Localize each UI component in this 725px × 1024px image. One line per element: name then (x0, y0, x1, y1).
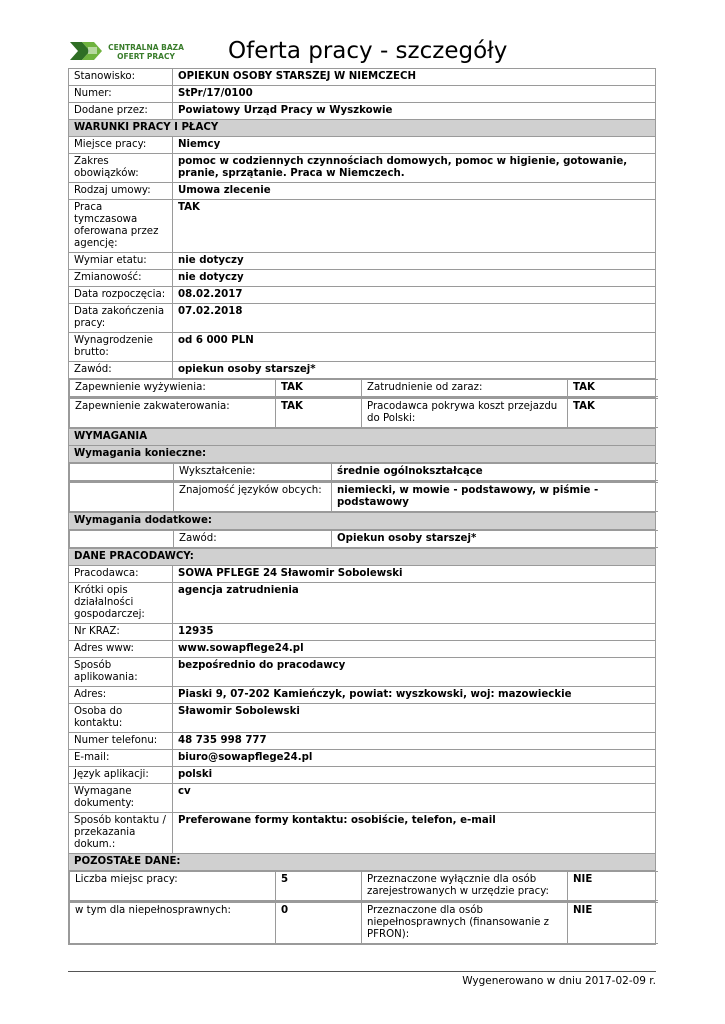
field-value: Powiatowy Urząd Pracy w Wyszkowie (173, 103, 656, 120)
conditions-pair-row (69, 398, 656, 429)
field-value: cv (173, 784, 656, 813)
employer-row (69, 704, 656, 733)
field-value: 48 735 998 777 (173, 733, 656, 750)
field-label: Zapewnienie zakwaterowania: (70, 399, 276, 428)
field-label: Data rozpoczęcia: (69, 287, 173, 304)
field-label: Wykształcenie: (174, 464, 332, 481)
required-row-grid (69, 463, 658, 481)
field-value: Umowa zlecenie (173, 183, 656, 200)
field-value: nie dotyczy (173, 253, 656, 270)
field-value: TAK (568, 380, 658, 397)
field-label: Praca tymczasowa oferowana przez agencję: (69, 200, 173, 253)
conditions-row (69, 200, 656, 253)
indent-cell (70, 483, 174, 512)
conditions-pair-row (69, 379, 656, 398)
field-label: Stanowisko: (69, 69, 173, 86)
field-label: Język aplikacji: (69, 767, 173, 784)
section-employer-title: DANE PRACODAWCY: (69, 549, 656, 566)
field-value: polski (173, 767, 656, 784)
logo-text (108, 43, 184, 61)
field-value: średnie ogólnokształcące (332, 464, 658, 481)
field-label: Wynagrodzenie brutto: (69, 333, 173, 362)
employer-row (69, 750, 656, 767)
employer-row (69, 813, 656, 854)
field-label: Wymiar etatu: (69, 253, 173, 270)
generated-date: Wygenerowano w dniu 2017-02-09 r. (462, 975, 656, 987)
field-value: NIE (568, 903, 658, 944)
field-label: Przeznaczone dla osób niepełnosprawnych (finansowanie z PFRON): (362, 903, 568, 944)
field-label: Krótki opis działalności gospodarczej: (69, 583, 173, 624)
field-label: Pracodawca: (69, 566, 173, 583)
section-extra-title: Wymagania dodatkowe: (69, 513, 656, 530)
field-label: Nr KRAZ: (69, 624, 173, 641)
other-pair-row (69, 871, 656, 902)
conditions-row (69, 183, 656, 200)
section-other (69, 854, 656, 871)
field-value: Niemcy (173, 137, 656, 154)
employer-row (69, 767, 656, 784)
field-label: Zatrudnienie od zaraz: (362, 380, 568, 397)
field-value: Preferowane formy kontaktu: osobiście, telefon, e-mail (173, 813, 656, 854)
indent-cell (70, 464, 174, 481)
field-value: agencja zatrudnienia (173, 583, 656, 624)
field-label: Data zakończenia pracy: (69, 304, 173, 333)
section-required-title: Wymagania konieczne: (69, 446, 656, 463)
employer-row (69, 641, 656, 658)
field-label: Wymagane dokumenty: (69, 784, 173, 813)
logo-line-2: OFERT PRACY (117, 52, 175, 61)
field-label: Dodane przez: (69, 103, 173, 120)
field-value: pomoc w codziennych czynnościach domowych, pomoc w higienie, gotowanie, pranie, sprzątanie. Praca w Niemczech. (173, 154, 656, 183)
field-value: nie dotyczy (173, 270, 656, 287)
employer-row (69, 733, 656, 750)
employer-row (69, 583, 656, 624)
page-title: Oferta pracy - szczegóły (228, 38, 508, 64)
section-conditions-title: WARUNKI PRACY I PŁACY (69, 120, 656, 137)
field-value: 0 (276, 903, 362, 944)
conditions-row (69, 362, 656, 379)
field-value: biuro@sowapflege24.pl (173, 750, 656, 767)
field-label: Zawód: (174, 531, 332, 548)
field-label: Zawód: (69, 362, 173, 379)
field-value: TAK (173, 200, 656, 253)
page-header (68, 36, 656, 68)
conditions-row (69, 270, 656, 287)
field-label: Znajomość języków obcych: (174, 483, 332, 512)
logo-arrows-icon (68, 38, 108, 64)
section-extra (69, 513, 656, 530)
field-value: SOWA PFLEGE 24 Sławomir Sobolewski (173, 566, 656, 583)
conditions-row (69, 154, 656, 183)
footer-divider (68, 971, 656, 972)
section-other-title: POZOSTAŁE DANE: (69, 854, 656, 871)
offer-table (68, 68, 656, 945)
field-value: TAK (276, 380, 362, 397)
conditions-row (69, 253, 656, 270)
required-row (69, 463, 656, 482)
employer-row (69, 784, 656, 813)
field-label: Sposób aplikowania: (69, 658, 173, 687)
field-label: Przeznaczone wyłącznie dla osób zarejestrowanych w urzędzie pracy: (362, 872, 568, 901)
field-value: 12935 (173, 624, 656, 641)
section-requirements (69, 429, 656, 446)
section-requirements-title: WYMAGANIA (69, 429, 656, 446)
field-value: OPIEKUN OSOBY STARSZEJ W NIEMCZECH (173, 69, 656, 86)
field-label: E-mail: (69, 750, 173, 767)
conditions-row (69, 137, 656, 154)
field-value: Sławomir Sobolewski (173, 704, 656, 733)
field-value: Opiekun osoby starszej* (332, 531, 658, 548)
conditions-pair-row-grid (69, 379, 658, 397)
required-row-grid (69, 482, 658, 512)
logo (68, 38, 188, 66)
employer-row (69, 624, 656, 641)
other-pair-row (69, 902, 656, 945)
field-label: Adres: (69, 687, 173, 704)
field-label: Adres www: (69, 641, 173, 658)
other-pair-row-grid (69, 871, 658, 901)
field-label: Pracodawca pokrywa koszt przejazdu do Polski: (362, 399, 568, 428)
field-value: 5 (276, 872, 362, 901)
field-value: NIE (568, 872, 658, 901)
conditions-row (69, 304, 656, 333)
field-label: Zapewnienie wyżywienia: (70, 380, 276, 397)
extra-row (69, 530, 656, 549)
other-pair-row-grid (69, 902, 658, 944)
conditions-pair-row-grid (69, 398, 658, 428)
field-value: od 6 000 PLN (173, 333, 656, 362)
field-value: 07.02.2018 (173, 304, 656, 333)
employer-row (69, 687, 656, 704)
field-label: Rodzaj umowy: (69, 183, 173, 200)
field-label: Sposób kontaktu / przekazania dokum.: (69, 813, 173, 854)
employer-row (69, 658, 656, 687)
field-value: niemiecki, w mowie - podstawowy, w piśmie - podstawowy (332, 483, 658, 512)
basic-row (69, 69, 656, 86)
required-row (69, 482, 656, 513)
section-required (69, 446, 656, 463)
basic-row (69, 103, 656, 120)
field-value: Piaski 9, 07-202 Kamieńczyk, powiat: wyszkowski, woj: mazowieckie (173, 687, 656, 704)
basic-row (69, 86, 656, 103)
logo-line-1: CENTRALNA BAZA (108, 43, 184, 52)
field-label: Numer telefonu: (69, 733, 173, 750)
field-value: 08.02.2017 (173, 287, 656, 304)
employer-row (69, 566, 656, 583)
field-value: bezpośrednio do pracodawcy (173, 658, 656, 687)
field-label: w tym dla niepełnosprawnych: (70, 903, 276, 944)
conditions-row (69, 287, 656, 304)
field-label: Numer: (69, 86, 173, 103)
field-label: Zmianowość: (69, 270, 173, 287)
indent-cell (70, 531, 174, 548)
field-label: Miejsce pracy: (69, 137, 173, 154)
section-employer (69, 549, 656, 566)
field-label: Zakres obowiązków: (69, 154, 173, 183)
field-value: TAK (568, 399, 658, 428)
field-label: Liczba miejsc pracy: (70, 872, 276, 901)
conditions-row (69, 333, 656, 362)
field-value: StPr/17/0100 (173, 86, 656, 103)
field-value: opiekun osoby starszej* (173, 362, 656, 379)
extra-row-grid (69, 530, 658, 548)
field-value: www.sowapflege24.pl (173, 641, 656, 658)
field-label: Osoba do kontaktu: (69, 704, 173, 733)
field-value: TAK (276, 399, 362, 428)
section-conditions (69, 120, 656, 137)
